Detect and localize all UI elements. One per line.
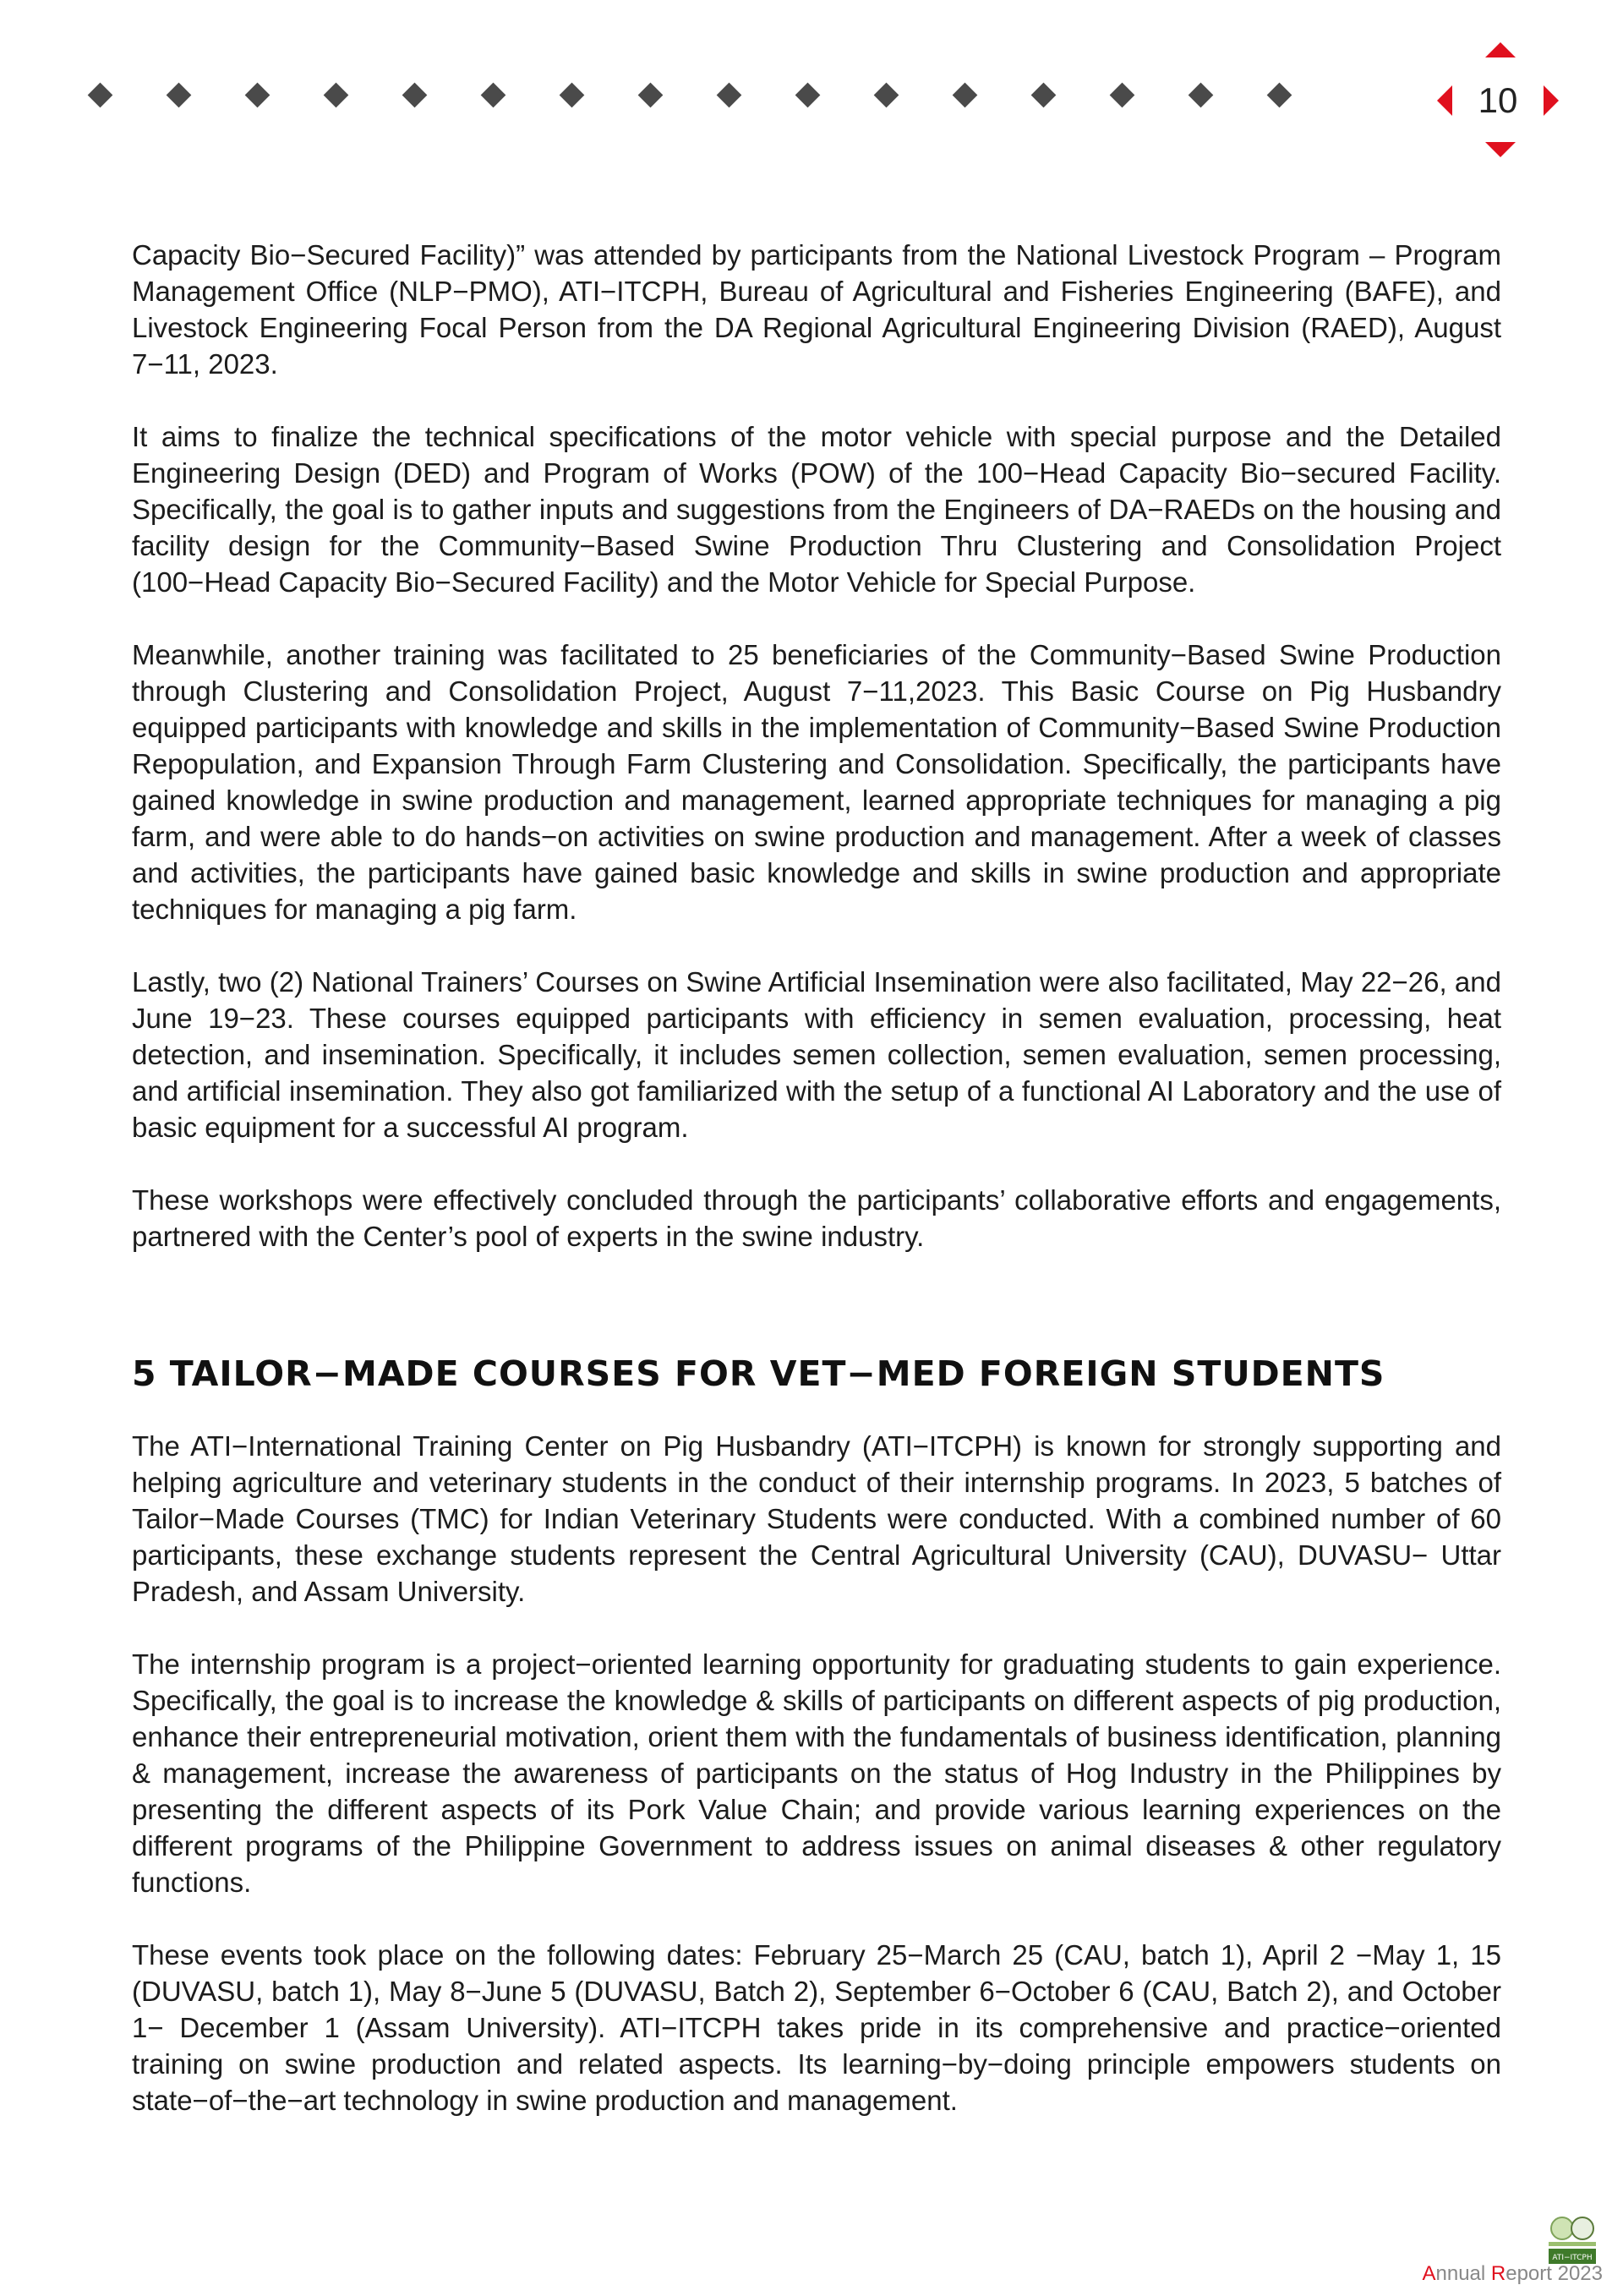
- paragraph: These events took place on the following dates: February 25−March 25 (CAU, batch 1), April 2 −May 1, 15 (DUVASU, batch 1), May 8−June 5 (DUVASU, Batch 2), September 6−October 6 (CAU, Batch 2), and October 1− December 1 (Assam University). ATI−ITCPH takes pride in its comprehensive and practice−oriented training on swine production and related aspects. Its learning−by−doing principle empowers students on state−of−the−art technology in swine production and management.: [132, 1939, 1501, 2116]
- diamond-icon: [324, 83, 349, 108]
- triangle-up-icon: [1485, 42, 1516, 57]
- report-word-annual: nnual: [1435, 2262, 1491, 2285]
- report-word-report: eport 2023: [1506, 2262, 1603, 2285]
- page-navigator: [1437, 37, 1564, 164]
- triangle-down-icon: [1485, 142, 1516, 157]
- triangle-left-icon: [1437, 85, 1452, 116]
- diamond-icon: [245, 83, 270, 108]
- footer-report-title: [1422, 2262, 1603, 2286]
- paragraph: Capacity Bio−Secured Facility)” was attended by participants from the National Livestock Program – Program Management Office (NLP−PMO), ATI−ITCPH, Bureau of Agricultural and Fisheries Engineering (BAFE), and Livestock Engineering Focal Person from the DA Regional Agricultural Engineering Division (RAED), August 7−11, 2023.: [132, 239, 1501, 380]
- diamond-icon: [167, 83, 192, 108]
- diamond-icon: [638, 83, 664, 108]
- triangle-right-icon: [1544, 85, 1559, 116]
- diamond-icon: [1031, 83, 1057, 108]
- report-initial-r: R: [1490, 2262, 1506, 2285]
- page-number: 10: [1478, 80, 1518, 120]
- diamond-icon: [1267, 83, 1292, 108]
- main-content: [132, 237, 1501, 2155]
- paragraph: These workshops were effectively concluded through the participants’ collaborative efforts and engagements, partnered with the Center’s pool of experts in the swine industry.: [132, 1184, 1501, 1252]
- paragraph: It aims to finalize the technical specifications of the motor vehicle with special purpose and the Detailed Engineering Design (DED) and Program of Works (POW) of the 100−Head Capacity Bio−secured Facility. Specifically, the goal is to gather inputs and suggestions from the Engineers of DA−RAEDs on the housing and facility design for the Community−Based Swine Production Thru Clustering and Consolidation Project (100−Head Capacity Bio−Secured Facility) and the Motor Vehicle for Special Purpose.: [132, 421, 1501, 598]
- paragraph: The internship program is a project−oriented learning opportunity for graduating students to gain experience. Specifically, the goal is to increase the knowledge & skills of participants on different aspects of pig production, enhance their entrepreneurial motivation, orient them with the fundamentals of business identification, planning & management, increase the awareness of participants on the status of Hog Industry in the Philippines by presenting the different aspects of its Pork Value Chain; and provide various learning experiences on the different programs of the Philippine Government to address issues on animal diseases & other regulatory functions.: [132, 1648, 1501, 1898]
- section-heading: 5 TAILOR−MADE COURSES FOR VET−MED FOREIGN STUDENTS: [132, 1353, 1385, 1394]
- diamond-icon: [717, 83, 742, 108]
- diamond-icon: [874, 83, 899, 108]
- diamond-icon: [795, 83, 821, 108]
- diamond-icon: [481, 83, 506, 108]
- paragraph: The ATI−International Training Center on Pig Husbandry (ATI−ITCPH) is known for strongly supporting and helping agriculture and veterinary students in the conduct of their internship programs. In 2023, 5 batches of Tailor−Made Courses (TMC) for Indian Veterinary Students were conducted. With a combined number of 60 participants, these exchange students represent the Central Agricultural University (CAU), DUVASU− Uttar Pradesh, and Assam University.: [132, 1430, 1501, 1607]
- diamond-icon: [1110, 83, 1135, 108]
- logo-text: ATI−ITCPH: [1552, 2254, 1593, 2262]
- diamond-icon: [560, 83, 585, 108]
- report-initial-a: A: [1422, 2262, 1436, 2285]
- diamond-icon: [953, 83, 978, 108]
- paragraph: Lastly, two (2) National Trainers’ Courses on Swine Artificial Insemination were also facilitated, May 22−26, and June 19−23. These courses equipped participants with efficiency in semen evaluation, processing, heat detection, and insemination. Specifically, it includes semen collection, semen evaluation, semen processing, and artificial insemination. They also got familiarized with the setup of a functional AI Laboratory and the use of basic equipment for a successful AI program.: [132, 966, 1501, 1143]
- diamond-icon: [88, 83, 113, 108]
- diamond-icon: [1189, 83, 1214, 108]
- paragraph: Meanwhile, another training was facilitated to 25 beneficiaries of the Community−Based Swine Production through Clustering and Consolidation Project, August 7−11,2023. This Basic Course on Pig Husbandry equipped participants with knowledge and skills in the implementation of Community−Based Swine Production Repopulation, and Expansion Through Farm Clustering and Consolidation. Specifically, the participants have gained knowledge in swine production and management, learned appropriate techniques for managing a pig farm, and were able to do hands−on activities on swine production and management. After a week of classes and activities, the participants have gained basic knowledge and skills in swine production and appropriate techniques for managing a pig farm.: [132, 639, 1501, 925]
- diamond-icon: [402, 83, 428, 108]
- ati-itcph-logo-icon: [1544, 2213, 1601, 2266]
